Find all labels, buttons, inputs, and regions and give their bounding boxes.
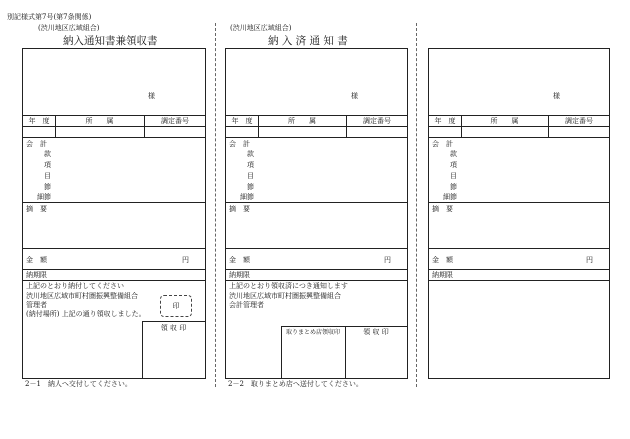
moku-label: 目 xyxy=(247,172,254,180)
due-date-label: 納期限 xyxy=(432,271,453,279)
amount-label: 金 額 xyxy=(229,256,250,264)
assessment-no-header: 調定番号 xyxy=(363,117,391,125)
assessment-no-header: 調定番号 xyxy=(565,117,593,125)
notice-line-3: 管理者 xyxy=(26,301,47,309)
receipt-stamp-label: 領 収 印 xyxy=(160,324,187,332)
year-header: 年 度 xyxy=(231,117,253,125)
summary-label: 摘 要 xyxy=(432,205,453,213)
section-1-org: (渋川地区広域組合) xyxy=(38,24,100,32)
year-header: 年 度 xyxy=(28,117,50,125)
sama-label: 様 xyxy=(148,92,155,100)
account-label: 会 計 xyxy=(26,140,47,148)
cut-line xyxy=(416,23,417,387)
notice-line-1: 上記のとおり領収済につき通知します xyxy=(229,282,348,290)
due-date-label: 納期限 xyxy=(229,271,250,279)
section-1-title: 納入通知書兼領収書 xyxy=(63,35,158,47)
cut-line xyxy=(215,23,216,387)
section-2-title: 納 入 済 通 知 書 xyxy=(268,35,348,47)
kou-label: 項 xyxy=(247,161,254,169)
notice-line-2: 渋川地区広域市町村圏振興整備組合 xyxy=(229,292,341,300)
notice-line-3: 会計管理者 xyxy=(229,301,264,309)
summary-label: 摘 要 xyxy=(26,205,47,213)
form-number: 別記様式第7号(第7条関係) xyxy=(7,13,92,21)
setsu-label: 節 xyxy=(44,183,51,191)
section-2-frame xyxy=(225,48,408,379)
assessment-no-header: 調定番号 xyxy=(161,117,189,125)
section-2-org: (渋川地区広域組合) xyxy=(230,24,292,32)
section-1-footer: 2－1 納人へ交付してください。 xyxy=(25,380,132,388)
sama-label: 様 xyxy=(351,92,358,100)
moku-label: 目 xyxy=(450,172,457,180)
sama-label: 様 xyxy=(553,92,560,100)
setsu-label: 節 xyxy=(247,183,254,191)
kan-label: 款 xyxy=(44,150,51,158)
section-2-footer: 2－2 取りまとめ店へ送付してください。 xyxy=(228,380,363,388)
moku-label: 目 xyxy=(44,172,51,180)
yen-label: 円 xyxy=(384,256,391,264)
summary-label: 摘 要 xyxy=(229,205,250,213)
notice-line-4: (納付場所) 上記の通り領収しました。 xyxy=(26,310,146,318)
affiliation-header: 所 属 xyxy=(490,117,519,125)
kou-label: 項 xyxy=(44,161,51,169)
amount-label: 金 額 xyxy=(26,256,47,264)
affiliation-header: 所 属 xyxy=(288,117,316,125)
account-label: 会 計 xyxy=(229,140,250,148)
kou-label: 項 xyxy=(450,161,457,169)
due-date-label: 納期限 xyxy=(26,271,47,279)
seal-mark: 印 xyxy=(160,295,192,317)
saisetsu-label: 細節 xyxy=(443,193,457,201)
saisetsu-label: 細節 xyxy=(37,193,51,201)
yen-label: 円 xyxy=(182,256,189,264)
amount-label: 金 額 xyxy=(432,256,453,264)
setsu-label: 節 xyxy=(450,183,457,191)
affiliation-header: 所 属 xyxy=(85,117,114,125)
notice-line-1: 上記のとおり納付してください xyxy=(26,282,124,290)
receipt-stamp-label: 領 収 印 xyxy=(363,328,389,336)
yen-label: 円 xyxy=(586,256,593,264)
notice-line-2: 渋川地区広域市町村圏振興整備組合 xyxy=(26,292,138,300)
collection-stamp-label: 取りまとめ店領収印 xyxy=(285,329,340,336)
kan-label: 款 xyxy=(247,150,254,158)
kan-label: 款 xyxy=(450,150,457,158)
saisetsu-label: 細節 xyxy=(240,193,254,201)
section-1-frame xyxy=(22,48,206,379)
account-label: 会 計 xyxy=(432,140,453,148)
section-3-frame xyxy=(428,48,610,379)
year-header: 年 度 xyxy=(434,117,456,125)
